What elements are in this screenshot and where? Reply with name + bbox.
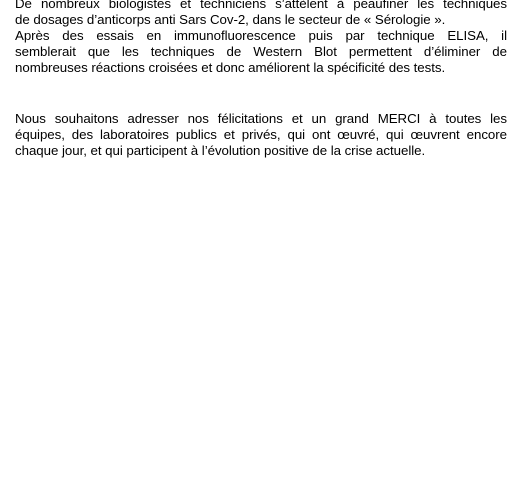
text-line: Après des essais en immunofluorescence puis par technique ELISA, il [15,28,507,43]
paragraph-congratulations [15,111,507,159]
text-line: semblerait que les techniques de Western Blot permettent d’éliminer de [15,44,507,59]
text-line: équipes, des laboratoires publics et privés, qui ont œuvré, qui œuvrent encore [15,127,507,142]
text-line: chaque jour, et qui participent à l’évolution positive de la crise actuelle. [15,143,426,158]
text-line: De nombreux biologistes et techniciens s’attèlent à peaufiner les techniques [15,0,507,11]
paragraph-serology-techniques [15,0,507,76]
text-line: nombreuses réactions croisées et donc améliorent la spécificité des tests. [15,60,446,75]
text-line: de dosages d’anticorps anti Sars Cov-2, dans le secteur de « Sérologie ». [15,12,446,27]
text-line: Nous souhaitons adresser nos félicitations et un grand MERCI à toutes les [15,111,507,126]
